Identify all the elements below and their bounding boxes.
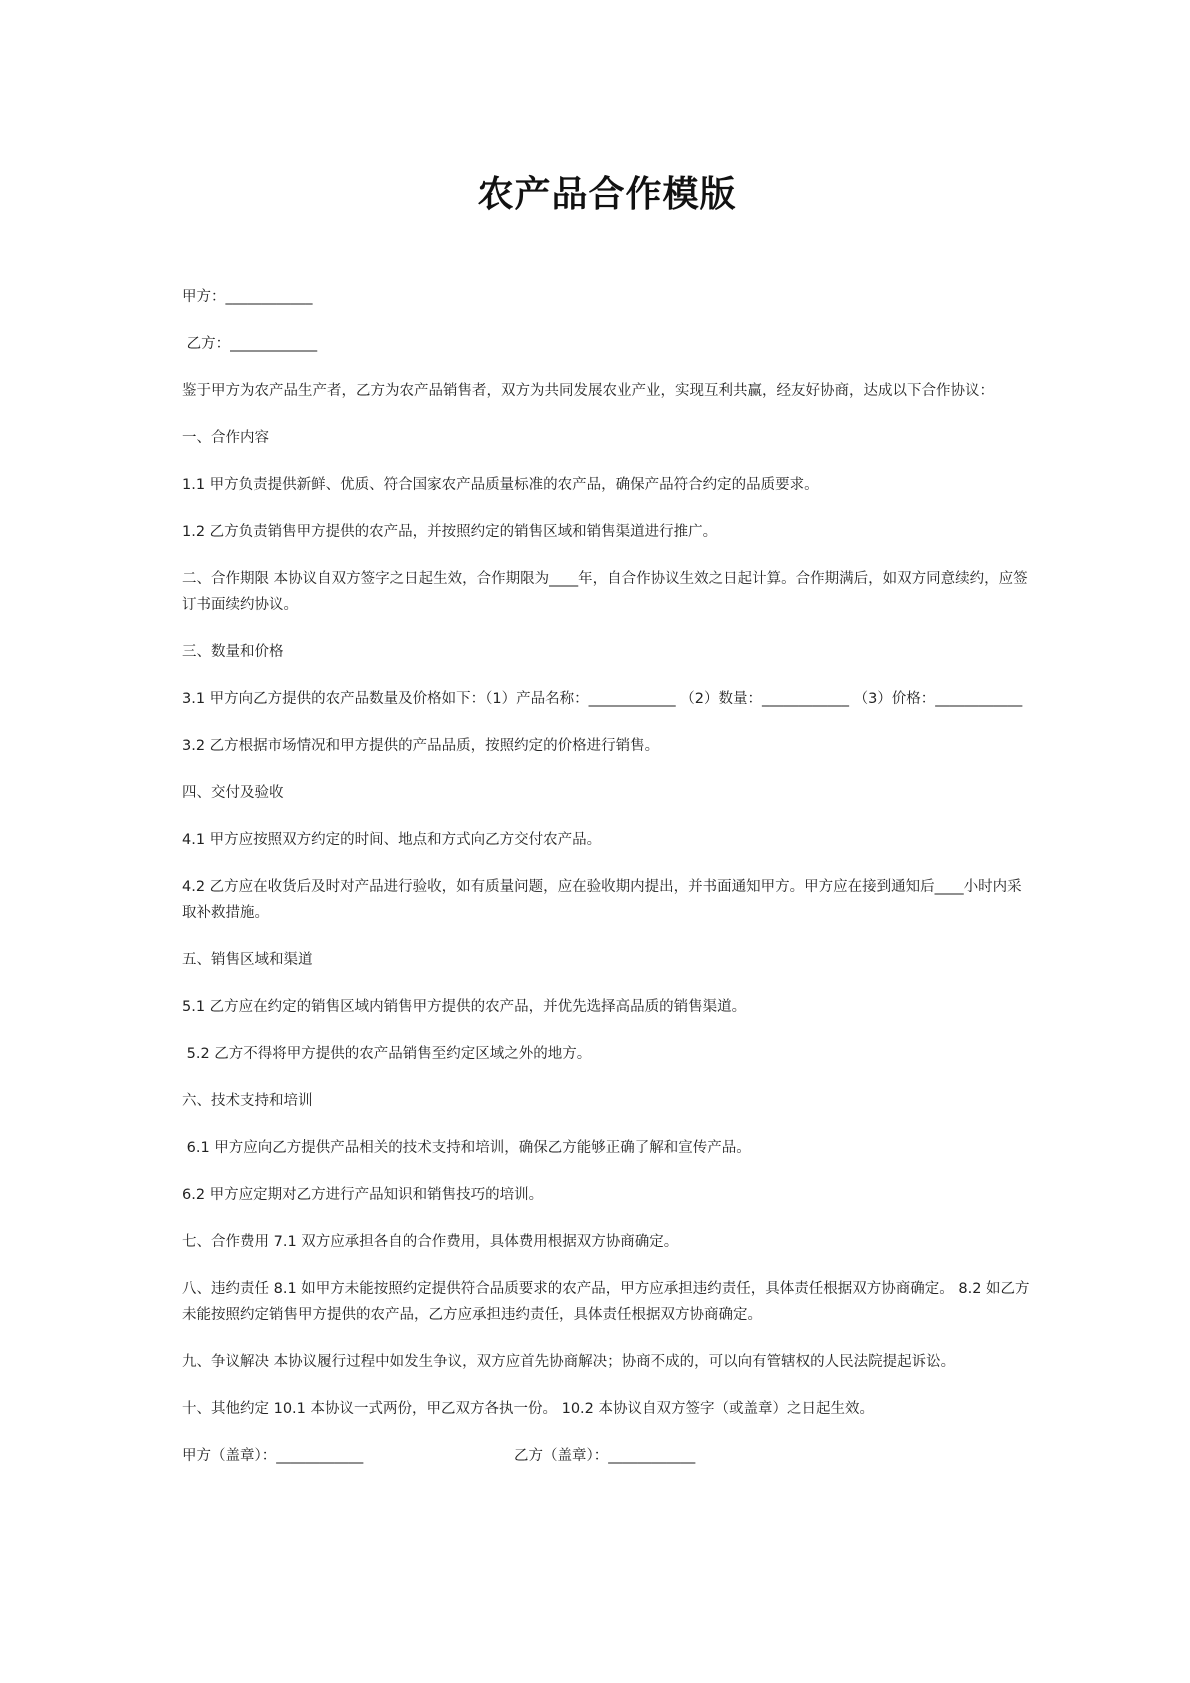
party-b-signature: 乙方（盖章）：____________ — [514, 1448, 696, 1464]
section-heading: 六、技术支持和培训 — [182, 1093, 313, 1109]
section-paragraph: 十、其他约定 10.1 本协议一式两份，甲乙双方各执一份。 10.2 本协议自双方签字（或盖章）之日起生效。 — [182, 1401, 875, 1417]
section-heading: 五、销售区域和渠道 — [182, 952, 313, 968]
party-a-signature: 甲方（盖章）：____________ — [182, 1448, 364, 1464]
party-b-line: 乙方：____________ — [182, 336, 318, 352]
clause: 1.1 甲方负责提供新鲜、优质、符合国家农产品质量标准的农产品，确保产品符合约定的品质要求。 — [182, 477, 819, 493]
signature-row — [182, 1443, 1032, 1469]
section-heading: 四、交付及验收 — [182, 785, 284, 801]
clause: 4.1 甲方应按照双方约定的时间、地点和方式向乙方交付农产品。 — [182, 832, 602, 848]
section-heading: 三、数量和价格 — [182, 644, 284, 660]
section-paragraph: 二、合作期限 本协议自双方签字之日起生效，合作期限为____年，自合作协议生效之日起计算。合作期满后，如双方同意续约，应签订书面续约协议。 — [182, 571, 1028, 613]
document-title: 农产品合作模版 — [477, 173, 737, 215]
section-paragraph: 七、合作费用 7.1 双方应承担各自的合作费用，具体费用根据双方协商确定。 — [182, 1234, 679, 1250]
clause: 4.2 乙方应在收货后及时对产品进行验收，如有质量问题，应在验收期内提出，并书面通知甲方。甲方应在接到通知后____小时内采取补救措施。 — [182, 879, 1022, 921]
clause: 5.1 乙方应在约定的销售区域内销售甲方提供的农产品，并优先选择高品质的销售渠道。 — [182, 999, 747, 1015]
clause: 3.1 甲方向乙方提供的农产品数量及价格如下：（1）产品名称：____________ （2）数量：____________ （3）价格：____________ — [182, 691, 1023, 707]
document-body — [182, 284, 1032, 1469]
section-paragraph: 八、违约责任 8.1 如甲方未能按照约定提供符合品质要求的农产品，甲方应承担违约责任，具体责任根据双方协商确定。 8.2 如乙方未能按照约定销售甲方提供的农产品，乙方应承担违约责任，具体责任根据双方协商确定。 — [182, 1281, 1030, 1323]
clause: 3.2 乙方根据市场情况和甲方提供的产品品质，按照约定的价格进行销售。 — [182, 738, 660, 754]
party-a-line: 甲方：____________ — [182, 289, 313, 305]
clause: 6.2 甲方应定期对乙方进行产品知识和销售技巧的培训。 — [182, 1187, 544, 1203]
section-heading: 一、合作内容 — [182, 430, 269, 446]
clause: 1.2 乙方负责销售甲方提供的农产品，并按照约定的销售区域和销售渠道进行推广。 — [182, 524, 718, 540]
section-paragraph: 九、争议解决 本协议履行过程中如发生争议，双方应首先协商解决；协商不成的，可以向有管辖权的人民法院提起诉讼。 — [182, 1354, 956, 1370]
clause: 5.2 乙方不得将甲方提供的农产品销售至约定区域之外的地方。 — [182, 1046, 592, 1062]
clause: 6.1 甲方应向乙方提供产品相关的技术支持和培训，确保乙方能够正确了解和宣传产品。 — [182, 1140, 751, 1156]
preamble: 鉴于甲方为农产品生产者，乙方为农产品销售者，双方为共同发展农业产业，实现互利共赢，经友好协商，达成以下合作协议： — [182, 383, 994, 399]
